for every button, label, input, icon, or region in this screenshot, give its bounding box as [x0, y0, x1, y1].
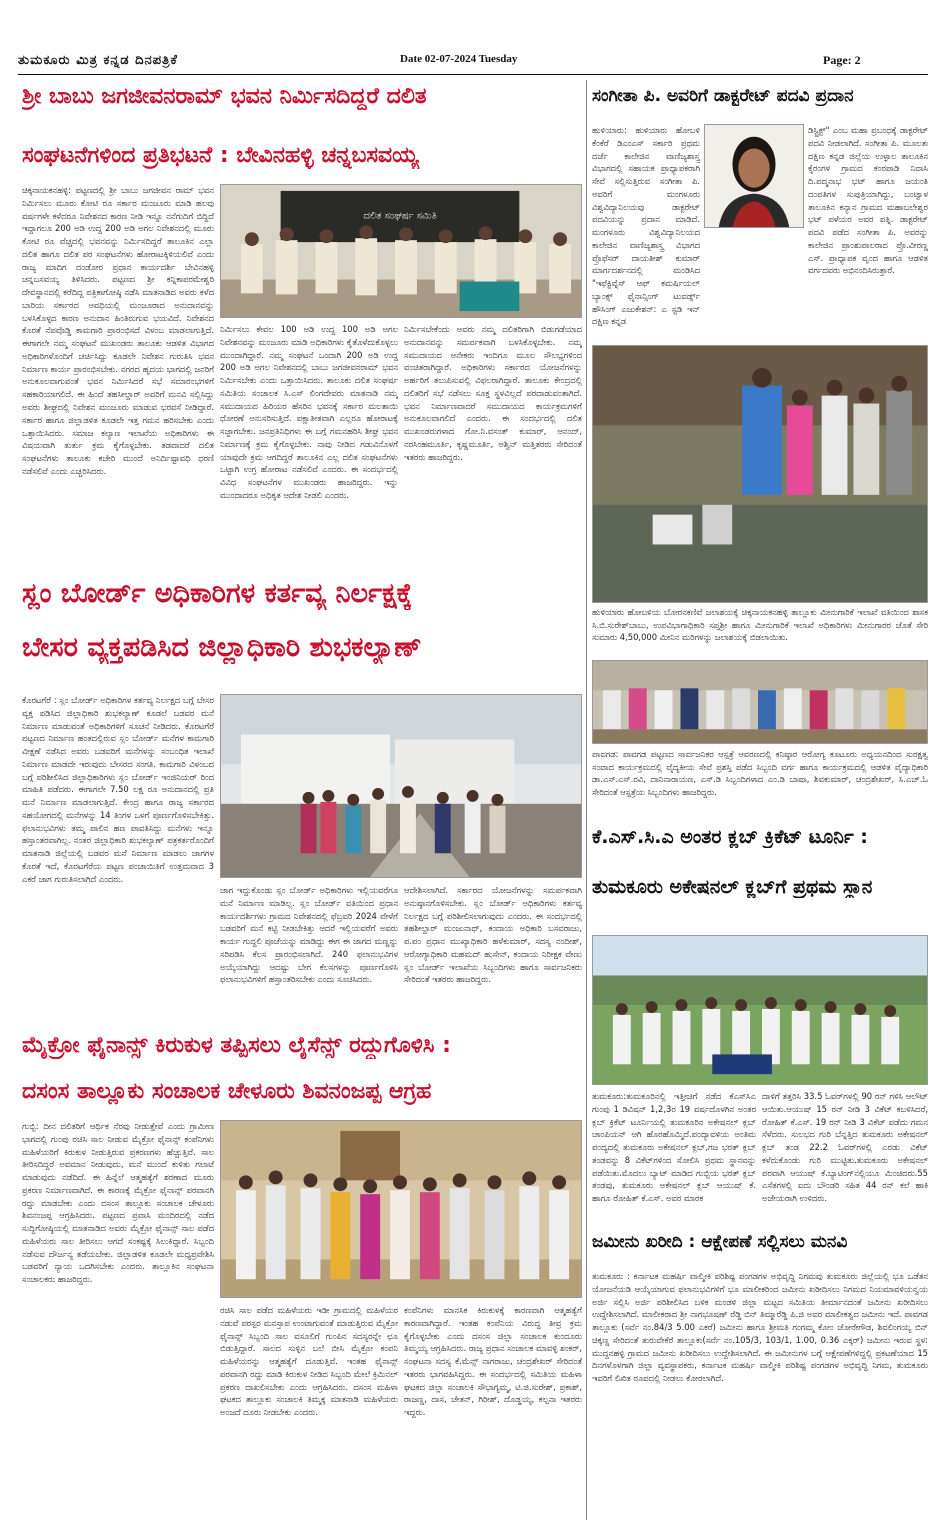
banner-text: ದಲಿತ ಸಂಘರ್ಷ ಸಮಿತಿ — [363, 210, 437, 222]
masthead — [18, 50, 928, 72]
newspaper-title: ತುಮಕೂರು ಮಿತ್ರ ಕನ್ನಡ ದಿನಪತ್ರಿಕೆ — [18, 53, 178, 68]
article-micro-col3: ಕಂಪೆನಿಗಳು ಮಾನಸಿಕ ಕಿರುಕುಳಕ್ಕೆ ಕಾರಣವಾಗಿ ಆತ್ಮಹತ್ಯೆಗೆ ಕಾರಣವಾಗಿದ್ದಾರೆ. ಇಂತಹ ಕಂಪೆನಿಯ ವಿರುದ್ಧ ತೀವ್ರ ಕ್ರಮ ಕೈಗೊಳ್ಳಬೇಕು ಎಂದು ದಸಂಸ ಜಿಲ್ಲಾ ಸಂಚಾಲಕ ಕುಂದೂರು ತಿಮ್ಮಯ್ಯ ಆಗ್ರಹಿಸಿದರು. ರಾಜ್ಯ ಪ್ರಧಾನ ಸಂಚಾಲಕ ಮಾವಳ್ಳಿ ಶಂಕರ್, ಸಂಘಟನಾ ಸದಸ್ಯ ಕೆ.ಮೆನ್ಸ್ ನಾಗರಾಜು, ಚಂದ್ರಶೇಖರ್ ಸೇರಿದಂತೆ ಇತರರು ಭಾಗವಹಿಸಿದ್ದರು. ಈ ಸಂದರ್ಭದಲ್ಲಿ ಸಮಿತಿಯ ಮಹಿಳಾ ಘಟಕದ ಜಿಲ್ಲಾ ಸಂಚಾಲಕಿ ಸೌಭಾಗ್ಯಮ್ಮ, ಟಿ.ಜಿ.ಸುರೇಶ್, ಪ್ರಕಾಶ್, ರಾಜಣ್ಣ, ದಾಸ, ಚೇತನ್, ಗಿರೀಶ್, ದೊಡ್ಡಯ್ಯ, ಕಲ್ಪನಾ ಇತರರು ಇದ್ದರು. — [404, 1305, 582, 1418]
column-divider — [586, 80, 587, 1520]
article-jagajeevanram-col3: ನಿರ್ಮಿಸಬೇಕೆಂದು ಅವರು ನಮ್ಮ ದಲಿತರಿಗಾಗಿ ಬಿಡುಗಡೆಯಾದ ಅನುದಾನವನ್ನು ಸಮರ್ಪಕವಾಗಿ ಬಳಸಿಕೊಳ್ಳಬೇಕು. ನಮ್ಮ ಸಮುದಾಯದ ಅನೇಕರು ಇಂದಿಗೂ ಮೂಲ ಸೌಲಭ್ಯಗಳಿಂದ ವಂಚಿತರಾಗಿದ್ದಾರೆ. ಅಧಿಕಾರಿಗಳು ಸರ್ಕಾರದ ಯೋಜನೆಗಳನ್ನು ಅರ್ಹರಿಗೆ ತಲುಪಿಸುವಲ್ಲಿ ವಿಫಲರಾಗಿದ್ದಾರೆ. ತಾಲೂಕು ಕೇಂದ್ರದಲ್ಲಿ ದಲಿತರಿಗೆ ಸಭೆ ನಡೆಸಲು ಸೂಕ್ತ ಸ್ಥಳವಿಲ್ಲದೆ ಪರದಾಡುವಂತಾಗಿದೆ. ಭವನ ನಿರ್ಮಾಣವಾದರೆ ಸಮುದಾಯದ ಕಾರ್ಯಕ್ರಮಗಳಿಗೆ ಅನುಕೂಲವಾಗಲಿದೆ ಎಂದರು. ಈ ಸಂದರ್ಭದಲ್ಲಿ ದಲಿತ ಮುಖಂಡರುಗಳಾದ ಗೋ.ನಿ.ವಸಂತ್ ಕುಮಾರ್, ಆನಂದ್, ನರಸಿಂಹಮೂರ್ತಿ, ಕೃಷ್ಣಮೂರ್ತಿ, ಅಶ್ವಿನ್ ಮತ್ತಿತರರು ಸೇರಿದಂತೆ ಇತರರು ಹಾಜರಿದ್ದರು. — [404, 324, 582, 462]
issue-date: Date 02-07-2024 Tuesday — [400, 53, 518, 65]
article-sangeetha-col2: ಡಿಸ್ಟ್ರಿಕ್ಟ್" ಎಂಬ ಮಹಾ ಪ್ರಬಂಧಕ್ಕೆ ಡಾಕ್ಟರೇಟ್ ಪದವಿ ನೀಡಲಾಗಿದೆ. ಸಂಗೀತಾ ಪಿ. ಮೂಲತಃ ದಕ್ಷಿಣ ಕನ್ನಡ ಜಿಲ್ಲೆಯ ಉಳ್ಳಾಲ ತಾಲೂಕಿನ ಕೈರಂಗಳ ಗ್ರಾಮದ ಕಂಠಪಾಡಿ ನಿವಾಸಿ ದಿ.ಪದ್ಮನಾಭ ಭಟ್ ಹಾಗೂ ಜಯಂತಿ ದಂಪತಿಗಳ ಸುಪುತ್ರಿಯಾಗಿದ್ದು, ಬಂಟ್ವಾಳ ತಾಲೂಕಿನ ಕನ್ಯಾನ ಗ್ರಾಮದ ಮಹಾಬಲೇಶ್ವರ ಭಟ್ ಪಳೆಯರ ಅವರ ಪತ್ನಿ. ಡಾಕ್ಟರೇಟ್ ಪದವಿ ಪಡೆದ ಸಂಗೀತಾ ಪಿ. ಅವರನ್ನು ಕಾಲೇಜಿನ ಪ್ರಾಂಶುಪಾಲರಾದ ಪ್ರೊ.ವೀರಣ್ಣ ಎಸ್. ಪ್ರಾಧ್ಯಾಪಕ ವೃಂದ ಹಾಗೂ ಆಡಳಿತ ವರ್ಗದವರು ಅಭಿನಂದಿಸಿರುತ್ತಾರೆ. — [808, 125, 928, 276]
page-number: Page: 2 — [823, 53, 861, 67]
headline-cricket-line2: ತುಮಕೂರು ಅಕೇಷನಲ್ ಕ್ಲಬ್‌ಗೆ ಪ್ರಥಮ ಸ್ಥಾನ — [592, 876, 873, 898]
article-jagajeevanram-col1: ಚಿಕ್ಕನಾಯಕನಹಳ್ಳಿ: ಪಟ್ಟಣದಲ್ಲಿ ಶ್ರೀ ಬಾಬು ಜಗಜೀವನ ರಾಮ್ ಭವನ ನಿರ್ಮಿಸಲು ಮೂರು ಕೋಟಿ ರೂ ಸರ್ಕಾರ ಮಂಜೂರು ಮಾಡಿ ಹಲವು ವರ್ಷಗಳೇ ಕಳೆದರೂ ನಿವೇಶನದ ಕಾರಣ ನೀಡಿ ಇನ್ನೂ ನನೆಗುದಿಗೆ ಬಿದ್ದಿದೆ ಇದ್ದಾಗಲೂ 200 ಅಡಿ ಉದ್ದ 200 ಅಡಿ ಅಗಲ ನಿವೇಶನದಲ್ಲಿ ಮೂರು ಕೋಟಿ ರೂ ವೆಚ್ಚದಲ್ಲಿ ಭವನವನ್ನು ನಿರ್ಮಿಸದಿದ್ದರೆ ತಾಲೂಕಿನ ಎಲ್ಲಾ ದಲಿತ ಹಾಗೂ ದಲಿತ ಪರ ಸಂಘಟನೆಗಳು ಹೋರಾಟಕ್ಕಿಳಿಯಲಿವೆ ಎಂದು ರಾಜ್ಯ ಮಾದಿಗ ದಂಡೋರ ಪ್ರಧಾನ ಕಾರ್ಯದರ್ಶಿ ಬೇವಿನಹಳ್ಳಿ ಚನ್ನಬಸವಯ್ಯ ತಿಳಿಸಿದರು. ಪಟ್ಟಣದ ಶ್ರೀ ಕನ್ನಿಕಾಪರಮೇಶ್ವರಿ ದೇವಸ್ಥಾನದಲ್ಲಿ ಕರೆದಿದ್ದ ಪತ್ರಿಕಾಗೋಷ್ಠಿ ನಡೆಸಿ ಮಾತನಾಡಿದ ಅವರು ಕಳೆದ ಬಾರಿಯ ಸರ್ಕಾರದ ಅವಧಿಯಲ್ಲಿ ಮಂಜೂರಾದ ಅನುದಾನವನ್ನು ಬಳಸಿಕೊಳ್ಳದ ಕಾರಣ ಅನುದಾನ ಹಿಂತಿರುಗುವ ಭಯವಿದೆ. ನಿವೇಶನದ ಕೊರತೆ ನೆಪವೊಡ್ಡಿ ಕಾಮಗಾರಿ ಪ್ರಾರಂಭಿಸದೆ ವಿಳಂಬ ಮಾಡಲಾಗುತ್ತಿದೆ. ಈಗಾಗಲೇ ನಮ್ಮ ಸಂಘಟನೆ ಮುಖಂಡರು ತಾಲೂಕು ಆಡಳಿತ ವಿಭಾಗದ ಅಧಿಕಾರಿಗಳೊಂದಿಗೆ ಚರ್ಚಿಸಿದ್ದು ಕೂಡಲೇ ನಿವೇಶನ ಗುರುತಿಸಿ ಭವನ ನಿರ್ಮಾಣ ಕಾರ್ಯ ಪ್ರಾರಂಭಿಸಬೇಕು. ನಗರದ ಹೃದಯ ಭಾಗದಲ್ಲಿ ಜನರಿಗೆ ಅನುಕೂಲವಾಗುವಂತೆ ಭವನ ನಿರ್ಮಿಸಿದರೆ ಸಭೆ ಸಮಾರಂಭಗಳಿಗೆ ಸಹಕಾರಿಯಾಗಲಿದೆ. ಈ ಹಿಂದೆ ತಹಸೀಲ್ದಾರ್ ಅವರಿಗೆ ಮನವಿ ಸಲ್ಲಿಸಿದ್ದು ಅವರು ಶೀಘ್ರದಲ್ಲಿ ನಿವೇಶನ ಮಂಜೂರು ಮಾಡುವ ಭರವಸೆ ನೀಡಿದ್ದಾರೆ. ಸರ್ಕಾರ ಹಾಗೂ ಜಿಲ್ಲಾಡಳಿತ ಕೂಡಲೇ ಇತ್ತ ಗಮನ ಹರಿಸಬೇಕು ಎಂದು ಒತ್ತಾಯಿಸಿದರು. ಸಮಾಜ ಕಲ್ಯಾಣ ಇಲಾಖೆಯ ಅಧಿಕಾರಿಗಳು ಈ ವಿಷಯವಾಗಿ ತುರ್ತು ಕ್ರಮ ಕೈಗೊಳ್ಳಬೇಕು. ತಡವಾದರೆ ದಲಿತ ಸಂಘಟನೆಗಳು ತಾಲೂಕು ಕಚೇರಿ ಮುಂದೆ ಅನಿರ್ದಿಷ್ಟಾವಧಿ ಧರಣಿ ನಡೆಸಲಿವೆ ಎಂದು ಎಚ್ಚರಿಸಿದರು. — [22, 185, 214, 476]
headline-slum-line1: ಸ್ಲಂ ಬೋರ್ಡ್ ಅಧಿಕಾರಿಗಳ ಕರ್ತವ್ಯ ನಿರ್ಲಕ್ಷಕ್ಕೆ — [22, 578, 413, 609]
photo-micro-finance — [220, 1120, 582, 1298]
article-slum-col1: ಕೊರಟಗೆರೆ : ಸ್ಲಂ ಬೋರ್ಡ್ ಅಧಿಕಾರಿಗಳ ಕರ್ತವ್ಯ ನಿರ್ಲಕ್ಷದ ಬಗ್ಗೆ ಬೇಸರ ವ್ಯಕ್ತ ಪಡಿಸಿದ ಜಿಲ್ಲಾಧಿಕಾರಿ ಶುಭಕಲ್ಯಾಣ್ ಕೂಡಲೆ ಬಡವರ ಮನೆ ನಿರ್ಮಾಣ ಮಾಡುವಂತೆ ಅಧಿಕಾರಿಗಳಿಗೆ ಸೂಚನೆ ನೀಡಿದರು. ಕೊರಟಗೆರೆ ಪಟ್ಟಣದ ನಿರ್ಮಾಣ ಹಂತದಲ್ಲಿರುವ ಸ್ಲಂ ಬೋರ್ಡ್ ಮನೆಗಳ ಕಾಮಗಾರಿ ವೀಕ್ಷಣೆ ನಡೆಸಿದ ಅವರು ಬಡವರಿಗೆ ಮನೆಗಳನ್ನು ಸಂಬಂಧಿತ ಇಲಾಖೆ ನಿರ್ಮಾಣ ಮಾಡದೇ ಇರುವುದು ಬೇಸರದ ಸಂಗತಿ. ಕಾಮಗಾರಿ ವಿಳಂಬದ ಬಗ್ಗೆ ಪರಿಶೀಲಿಸಿದ ಜಿಲ್ಲಾಧಿಕಾರಿಗಳು ಸ್ಲಂ ಬೋರ್ಡ್ ಇಂಜಿನಿಯರ್ ರಿಂದ ಮಾಹಿತಿ ಪಡೆದರು. ಈಗಾಗಲೇ 7.50 ಲಕ್ಷ ರೂ ಅನುದಾನದಲ್ಲಿ ಪ್ರತಿ ಮನೆ ನಿರ್ಮಾಣ ಮಾಡಲಾಗುತ್ತಿದೆ. ಕೇಂದ್ರ ಹಾಗೂ ರಾಜ್ಯ ಸರ್ಕಾರದ ಸಹಯೋಗದಲ್ಲಿ ಮನೆಗಳನ್ನು 14 ತಿಂಗಳ ಒಳಗೆ ಪೂರ್ಣಗೊಳಿಸಬೇಕಿತ್ತು. ಫಲಾನುಭವಿಗಳು ತಮ್ಮ ಪಾಲಿನ ಹಣ ಪಾವತಿಸಿದ್ದು ಮನೆಗಳು ಇನ್ನೂ ಹಸ್ತಾಂತರವಾಗಿಲ್ಲ. ನಂತರ ಜಿಲ್ಲಾಧಿಕಾರಿ ಶುಭಕಲ್ಯಾಣ್ ಪತ್ರಕರ್ತರೊಂದಿಗೆ ಮಾತನಾಡಿ ಜಿಲ್ಲೆಯಲ್ಲಿ ಬಡವರ ಮನೆ ನಿರ್ಮಾಣ ಮಾಡಲು ಜಾಗಗಳ ಕೊರತೆ ಇದೆ, ಕೊರಟಗೆರೆಯ ಪಟ್ಟಣ ಪಂಚಾಯಿತಿಗೆ ಉತ್ತಮವಾದ 3 ಎಕರೆ ಜಾಗ ಗುರುತಿಸಲಾಗಿದೆ ಎಂದರು. — [22, 695, 214, 884]
headline-jagajeevanram-line1: ಶ್ರೀ ಬಾಬು ಜಗಜೀವನರಾಮ್ ಭವನ ನಿರ್ಮಿಸದಿದ್ದರೆ ದಲಿತ — [22, 84, 427, 109]
article-micro-col1: ಗುಬ್ಬಿ: ದೀನ ದಲಿತರಿಗೆ ಆರ್ಥಿಕ ನೆರವು ನೀಡುತ್ತೇವೆ ಎಂದು ಗ್ರಾಮೀಣ ಭಾಗದಲ್ಲಿ ಗುಂಪು ರಚಿಸಿ ಸಾಲ ನೀಡುವ ಮೈಕ್ರೋ ಫೈನಾನ್ಸ್ ಕಂಪೆನಿಗಳು ಮಹಿಳೆಯರಿಗೆ ಕಿರುಕುಳ ನೀಡುತ್ತಿರುವ ಪ್ರಕರಣಗಳು ಹೆಚ್ಚುತ್ತಿವೆ. ಸಾಲ ತೀರಿಸದಿದ್ದರೆ ಅವಮಾನ ನೀಡುವುದು, ಮನೆ ಮುಂದೆ ಕುಳಿತು ಗಲಾಟೆ ಮಾಡುವುದು ನಡೆದಿದೆ. ಈ ಹಿನ್ನೆಲೆ ಆತ್ಮಹತ್ಯೆಗೆ ಶರಣಾದ ಮೂರು ಪ್ರಕರಣ ನಿರ್ಮಾಣವಾಗಿದೆ. ಈ ಕಾರಣಕ್ಕೆ ಮೈಕ್ರೋ ಫೈನಾನ್ಸ್ ಪರವಾನಗಿ ರದ್ದು ಮಾಡಬೇಕು ಎಂದು ದಸಂಸ ತಾಲ್ಲೂಕು ಸಂಚಾಲಕ ಚೇಳೂರು ಶಿವನಂಜಪ್ಪ ಆಗ್ರಹಿಸಿದರು. ಪಟ್ಟಣದ ಪ್ರವಾಸಿ ಮಂದಿರದಲ್ಲಿ ನಡೆದ ಸುದ್ದಿಗೋಷ್ಠಿಯಲ್ಲಿ ಮಾತನಾಡಿದ ಅವರು ಮೈಕ್ರೋ ಫೈನಾನ್ಸ್ ಸಾಲ ಪಡೆದ ಮಹಿಳೆಯರು ಸಾಲ ತೀರಿಸಲು ಆಗದೆ ಸಂಕಷ್ಟಕ್ಕೆ ಸಿಲುಕಿದ್ದಾರೆ. ಸಿಬ್ಬಂದಿ ನಡೆಸುವ ದೌರ್ಜನ್ಯ ತಡೆಯಬೇಕು. ಜಿಲ್ಲಾಡಳಿತ ಕೂಡಲೇ ಮಧ್ಯಪ್ರವೇಶಿಸಿ ಬಡವರಿಗೆ ನ್ಯಾಯ ಒದಗಿಸಬೇಕು ಎಂದರು. ತಾಲ್ಲೂಕಿನ ಸಂಘಟನಾ ಸಂಚಾಲಕರು ಹಾಜರಿದ್ದರು. — [22, 1121, 214, 1285]
masthead-rule — [18, 74, 928, 75]
caption-hospital-event: ಪಾವಗಡ: ಪಾವಗಡ ಪಟ್ಟಣದ ಸಾರ್ವಜನಿಕರ ಆಸ್ಪತ್ರೆ ಆವರಣದಲ್ಲಿ ಕನಿಷ್ಠಾರ ಆರೋಗ್ಯ ಕೂಟೂರು ಅಧ್ಯಯನದಿಂದ ಸುರಕ್ಷತ್ವ ಸಂವಾದ ಕಾರ್ಯಕ್ರಮದಲ್ಲಿ ವೈದ್ಯಕೀಯ ಸೇವೆ ಪ್ರಶಸ್ತಿ ಪಡೆದ ಸಿಬ್ಬಂದಿ ವರ್ಗ ಹಾಗೂ ಕಾರ್ಯಕ್ರಮದಲ್ಲಿ ಆಡಳಿತ ವೈದ್ಯಾಧಿಕಾರಿ ಡಾ.ಎಸ್.ಎಸ್.ರವಿ, ದಾನಿನಾರಾಯಣ, ಎಸ್.ಡಿ ಸಿಬ್ಬಂದಿಗಳಾದ ಎಂ.ಡಿ ಬಾಷಾ, ಶಿವಕುಮಾರ್, ಚಂದ್ರಶೇಖರ್, ಸಿ.ಎಚ್.ಓ ಸೇರಿದಂತೆ ಆಸ್ಪತ್ರೆಯ ಸಿಬ್ಬಂದಿಗಳು ಹಾಜರಿದ್ದರು. — [592, 749, 928, 797]
photo-cricket-team — [592, 935, 928, 1085]
article-cricket-col1: ತುಮಕೂರು:ತುಮಕೂರಿನಲ್ಲಿ ಇತ್ತೀಚಿಗೆ ನಡೆದ ಕೆಎಸ್‌ಸಿಎ ಗುಂಪು 1 ಡಿವಿಷನ್ 1,2,3ರ 19 ವರ್ಷದೊಳಗಿನ ಅಂತರ ಕ್ಲಬ್ ಕ್ರಿಕೆಟ್ ಟೂರ್ನಿಯಲ್ಲಿ ತುಮಕೂರಿನ ಅಕೇಷನಲ್ ಕ್ಲಬ್ ಚಾಂಪಿಯನ್ ಆಗಿ ಹೊರಹೊಮ್ಮಿದೆ.ಪಂದ್ಯಾವಳಿಯ ಅಂತಿಮ ಪಂದ್ಯದಲ್ಲಿ ತುಮಕೂರು ಅಕೇಷನಲ್ ಕ್ಲಬ್,ಗಜ ಭರತ್ ಕ್ಲಬ್ ತಂಡವನ್ನು 8 ವಿಕೆಟ್‌ಗಳಿಂದ ಸೋಲಿಸಿ ಪ್ರಥಮ ಸ್ಥಾನವನ್ನು ಪಡೆಯಿತು.ಮೊದಲು ಬ್ಯಾಟ್ ಮಾಡಿದ ಗುಬ್ಬಿಯ ಭರತ್ ಕ್ಲಬ್ ತಂಡವು, ತುಮಕೂರು ಅಕೇಷನಲ್ ಕ್ಲಬ್ ಆಯುಷ್ ಕೆ. ಹಾಗೂ ರೋಹಿತ್ ಕೆ.ಎಸ್. ಅವರ ಮಾರಕ — [592, 1091, 756, 1204]
headline-slum-line2: ಬೇಸರ ವ್ಯಕ್ತಪಡಿಸಿದ ಜಿಲ್ಲಾಧಿಕಾರಿ ಶುಭಕಲ್ಯಾಣ್ — [22, 632, 422, 663]
headline-micro-line1: ಮೈಕ್ರೋ ಫೈನಾನ್ಸ್ ಕಿರುಕುಳ ತಪ್ಪಿಸಲು ಲೈಸೆನ್ಸ್ ರದ್ದುಗೊಳಿಸಿ : — [22, 1033, 451, 1058]
article-land-body: ತುಮಕೂರು : ಕರ್ನಾಟಕ ಮಹರ್ಷಿ ವಾಲ್ಮೀಕಿ ಪರಿಶಿಷ್ಟ ಪಂಗಡಗಳ ಅಭಿವೃದ್ಧಿ ನಿಗಮವು ತುಮಕೂರು ಜಿಲ್ಲೆಯಲ್ಲಿ ಭೂ ಒಡೆತನ ಯೋಜನೆಯಡಿ ಆಯ್ಕೆಯಾಗುವ ಫಲಾನುಭವಿಗಳಿಗೆ ಭೂ ಮಾಲೀಕರಿಂದ ಜಮೀನು ಖರೀದಿಸಲು ನಿಗಮದ ನಿಯಮಾವಳಿಯನ್ವಯ ಅರ್ಜಿ ಸಲ್ಲಿಸಿ ಅರ್ಜಿ ಪರಿಶೀಲಿಸಿದ ಬಳಿಕ ಮಂಡಳಿ ಜಿಲ್ಲಾ ಮಟ್ಟದ ಸಮಿತಿಯ ತೀರ್ಮಾನದಂತೆ ಜಮೀನು ಖರೀದಿಸಲು ಉದ್ದೇಶಿಸಲಾಗಿದೆ. ಮಾಲೀಕರಾದ ಶ್ರೀ ನಾಗಭೂಷಣ್ ರೆಡ್ಡಿ ಬಿನ್ ತಿಮ್ಮಾರೆಡ್ಡಿ ಪಿ.ಜಿ ಅವರ ಮಾಲೀಕತ್ವದ ಜಮೀನು ಇದೆ. ಪಾವಗಡ ತಾಲ್ಲೂಕು (ಸರ್ವೆ ನಂ.84/3 5.00 ಎಕರೆ) ಜಮೀನು ಹಾಗೂ ಶ್ರೀಮತಿ ಗಂಗಮ್ಮ ಕೋಂ ಚೋರೇಗೌಡ, ಶಿವಲಿಂಗಯ್ಯ ಬಿನ್ ಚಿಕ್ಕಣ್ಣ ಸೇರಿದಂತೆ ತುರುವೇಕೆರೆ ತಾಲ್ಲೂಕು(ಸರ್ವೆ ನಂ.105/3, 103/1, 1.00, 0.36 ಎಕ್ಕರ್) ಜಮೀನು ಇರುವ ಸ್ಥಳ: ಮುದ್ದನಹಳ್ಳಿ ಗ್ರಾಮದ ಜಮೀನು ಖರೀದಿಸಲು ಉದ್ದೇಶಿಸಲಾಗಿದೆ. ಈ ಜಮೀನುಗಳ ಬಗ್ಗೆ ಆಕ್ಷೇಪಣೆಗಳಿದ್ದಲ್ಲಿ ಪ್ರಕಟಣೆಯಾದ 15 ದಿನಗಳೊಳಗಾಗಿ ಜಿಲ್ಲಾ ವ್ಯವಸ್ಥಾಪಕರು, ಕರ್ನಾಟಕ ಮಹರ್ಷಿ ವಾಲ್ಮೀಕಿ ಪರಿಶಿಷ್ಟ ಪಂಗಡಗಳ ಅಭಿವೃದ್ಧಿ ನಿಗಮ, ತುಮಕೂರು ಇವರಿಗೆ ಲಿಖಿತ ರೂಪದಲ್ಲಿ ನೀಡಲು ಕೋರಲಾಗಿದೆ. — [592, 1271, 928, 1384]
article-micro-col2: ರಚಿಸಿ ಸಾಲ ಪಡೆದ ಮಹಿಳೆಯರು ಇಡೀ ಗ್ರಾಮದಲ್ಲಿ ಮಹಿಳೆಯರ ನಡುವೆ ಪರಸ್ಪರ ಮನಸ್ತಾಪ ಉಂಟಾಗುವಂತೆ ಮಾಡುತ್ತಿರುವ ಮೈಕ್ರೋ ಫೈನಾನ್ಸ್ ಸಿಬ್ಬಂದಿ ಸಾಲ ವಸೂಲಿಗೆ ಗುಂಪಿನ ಸದಸ್ಯರನ್ನೇ ಛೂ ಬಿಡುತ್ತಿದ್ದಾರೆ. ಸಾಲದ ಸುಳ್ಳಿನ ಬಲೆ ಬೀಸಿ ಮೈಕ್ರೋ ಕಂಪನಿ ಮಹಿಳೆಯರನ್ನು ಆತ್ಮಹತ್ಯೆಗೆ ದೂಡುತ್ತಿವೆ. ಇಂತಹ ಫೈನಾನ್ಸ್ ಪರವಾನಗಿ ರದ್ದು ಮಾಡಿ ಕಿರುಕುಳ ನೀಡಿದ ಸಿಬ್ಬಂದಿ ಮೇಲೆ ಕ್ರಿಮಿನಲ್ ಪ್ರಕರಣ ದಾಖಲಿಸಬೇಕು ಎಂದು ಆಗ್ರಹಿಸಿದರು. ದಸಂಸ ಮಹಿಳಾ ಘಟಕದ ತಾಲ್ಲೂಕು ಸಂಚಾಲಕಿ ತಿಮ್ಮಕ್ಕ ಮಾತನಾಡಿ ಮಹಿಳೆಯರು ಅಂಜದೆ ದೂರು ನೀಡಬೇಕು ಎಂದರು. — [220, 1305, 398, 1418]
article-cricket-col2: ದಾಳಿಗೆ ತತ್ತರಿಸಿ 33.5 ಓವರ್‌ಗಳಲ್ಲಿ 90 ರನ್ ಗಳಿಸಿ ಆಲೌಟ್ ಆಯಿತು.ಆಯುಷ್ 15 ರನ್ ನೀಡಿ 3 ವಿಕೆಟ್ ಕಬಳಿಸಿದರೆ, ರೋಹಿತ್ ಕೆ.ಎಸ್. 19 ರನ್ ನೀಡಿ 3 ವಿಕೆಟ್ ಪಡೆದು ಗಮನ ಸೆಳೆದರು. ಸುಲಭದ ಗುರಿ ಬೆನ್ನತ್ತಿದ ತುಮಕೂರು ಅಕೇಷನಲ್ ಕ್ಲಬ್ ತಂಡ 22.2 ಓವರ್‌ಗಳಲ್ಲಿ ಎರಡು ವಿಕೆಟ್ ಕಳೆದುಕೊಂಡು ಗುರಿ ಮುಟ್ಟಿತು.ತುಮಕೂರು ಅಕೇಷನಲ್ ಪರವಾಗಿ ಆಯುಷ್ ಕೆ.ಬ್ಯಾಟಿಂಗ್‌ನಲ್ಲಿಯೂ ಮಿಂಚಿದರು.55 ಎಸೆತಗಳಲ್ಲಿ ಐದು ಬೌಂಡರಿ ಸಹಿತ 44 ರನ್ ಕಲೆ ಹಾಕಿ ಅಜೇಯರಾಗಿ ಉಳಿದರು. — [762, 1091, 928, 1204]
caption-fish-release: ಹುಳಿಯಾರು ಹೋಬಳಿಯ ಬೋರನಕಣಿವೆ ಜಲಾಶಯಕ್ಕೆ ಚಿಕ್ಕನಾಯಕನಹಳ್ಳಿ ತಾಲ್ಲೂಕು ಮೀನುಗಾರಿಕೆ ಇಲಾಖೆ ವತಿಯಿಂದ ಶಾಸಕ ಸಿ.ಬಿ.ಸುರೇಶ್‌ಬಾಬು, ಉಪವಿಭಾಗಾಧಿಕಾರಿ ಸಪ್ತಶ್ರೀ ಹಾಗೂ ಮೀನುಗಾರಿಕೆ ಇಲಾಖೆ ಅಧಿಕಾರಿಗಳು ಮೀನುಗಾರರ ಜೊತೆ ಸೇರಿ ಸುಮಾರು 4,50,000 ಮೀನಿನ ಮರಿಗಳನ್ನು ಜಲಾಶಯಕ್ಕೆ ಬಿಡಲಾಯಿತು. — [592, 607, 928, 643]
photo-slum-inspection — [220, 694, 582, 878]
portrait-sangeetha — [704, 124, 804, 228]
headline-cricket-line1: ಕೆ.ಎಸ್.ಸಿ.ಎ ಅಂತರ ಕ್ಲಬ್ ಕ್ರಿಕೆಟ್ ಟೂರ್ನಿ : — [592, 826, 868, 848]
photo-hospital-event — [592, 660, 928, 744]
headline-micro-line2: ದಸಂಸ ತಾಲ್ಲೂಕು ಸಂಚಾಲಕ ಚೇಳೂರು ಶಿವನಂಜಪ್ಪ ಆಗ್ರಹ — [22, 1079, 432, 1104]
article-slum-col2: ಜಾಗ ಇದ್ದುಕೊಂಡು ಸ್ಲಂ ಬೋರ್ಡ್ ಅಧಿಕಾರಿಗಳು ಇಲ್ಲಿಯವರೆಗೂ ಮನೆ ನಿರ್ಮಾಣ ಮಾಡಿಲ್ಲ. ಸ್ಲಂ ಬೋರ್ಡ್ ವತಿಯಿಂದ ಪ್ರಧಾನ ಕಾರ್ಯದರ್ಶಿಗಳು ಗ್ರಾಮದ ನಿವೇಶನದಲ್ಲಿ ಫೆಬ್ರವರಿ 2024 ವೇಳೆಗೆ ಬಡವರಿಗೆ ಮನೆ ಕಟ್ಟಿ ನೀಡಬೇಕಿತ್ತು ಆದರೆ ಇಲ್ಲಿಯವರೆಗೆ ಅವರು ಕಾರ್ಯ ಗುದ್ದಲಿ ಪೂಜೆಯನ್ನು ಮಾಡಿದ್ದು ಈಗ ಈ ಜಾಗದ ಮಣ್ಣನ್ನು ಸರಿಪಡಿಸಿ ಕೆಲಸ ಪ್ರಾರಂಭಿಸಲಾಗಿದೆ. 240 ಫಲಾನುಭವಿಗಳ ಅಯ್ಕೆಯಾಗಿದ್ದು ಆದಷ್ಟು ಬೇಗ ಕೆಲಸಗಳನ್ನು ಪೂರ್ಣಗೊಳಿಸಿ ಫಲಾನುಭವಿಗಳಿಗೆ ಹಸ್ತಾಂತರಿಸಬೇಕು ಎಂದು ಸೂಚಿಸಿದರು. — [220, 885, 398, 985]
photo-fish-release — [592, 345, 928, 603]
article-slum-col3: ಆದೇಶಿಸಲಾಗಿದೆ. ಸರ್ಕಾರದ ಯೋಜನೆಗಳನ್ನು ಸಮರ್ಪಕವಾಗಿ ಅನುಷ್ಠಾನಗೊಳಿಸಬೇಕು. ಸ್ಲಂ ಬೋರ್ಡ್ ಅಧಿಕಾರಿಗಳು ಕರ್ತವ್ಯ ನಿರ್ಲಕ್ಷದ ಬಗ್ಗೆ ಪರಿಶೀಲಿಸಲಾಗುವುದು ಎಂದರು. ಈ ಸಂದರ್ಭದಲ್ಲಿ ತಹಶೀಲ್ದಾರ್ ಮಂಜುನಾಥ್, ಕಂದಾಯ ಅಧಿಕಾರಿ ಬಸವರಾಜು, ಪ.ಪಂ ಪ್ರಧಾನ ಮುಖ್ಯಾಧಿಕಾರಿ ಹಳೆಕುಮಾರ್, ಸದಸ್ಯ ನಂದೀಶ್, ಆರೋಗ್ಯಾಧಿಕಾರಿ ಮಹಮದ್ ಹುಸೇನ್, ಕಂದಾಯ ನಿರೀಕ್ಷಕ ವೇಣು ಸ್ಲಂ ಬೋರ್ಡ್ ಇಲಾಖೆಯ ಸಿಬ್ಬಂದಿಗಳು ಹಾಗೂ ಸಾರ್ವಜನಿಕರು ಸೇರಿದಂತೆ ಇತರರು ಹಾಜರಿದ್ದರು. — [404, 885, 582, 985]
headline-jagajeevanram-line2: ಸಂಘಟನೆಗಳಿಂದ ಪ್ರತಿಭಟನೆ : ಬೇವಿನಹಳ್ಳಿ ಚನ್ನಬಸವಯ್ಯ — [22, 143, 419, 168]
article-jagajeevanram-col2: ನಿರ್ಮಿಸಲು ಕೇವಲ 100 ಅಡಿ ಉದ್ದ 100 ಅಡಿ ಅಗಲ ನಿವೇಶನವನ್ನು ಮಂಜೂರು ಮಾಡಿ ಅಧಿಕಾರಿಗಳು ಕೈತೊಳೆದುಕೊಳ್ಳಲು ಮುಂದಾಗಿದ್ದಾರೆ. ನಮ್ಮ ಸಂಘಟನೆ ಒಂದಾಗಿ 200 ಅಡಿ ಉದ್ದ 200 ಅಡಿ ಅಗಲ ನಿವೇಶನದಲ್ಲಿ ಬಾಬು ಜಗಜೀವನರಾಮ್ ಭವನ ನಿರ್ಮಿಸಬೇಕು ಎಂದು ಒತ್ತಾಯಿಸಿದರು. ತಾಲೂಕು ದಲಿತ ಸಂಘರ್ಷ ಸಮಿತಿಯ ಸಂಚಾಲಕ ಸಿ.ಎಸ್ ಲಿಂಗದೇವರು ಮಾತನಾಡಿ ನಮ್ಮ ಸಮುದಾಯದ ಹಿರಿಯರ ಹೆಸರಿನ ಭವನಕ್ಕೆ ಸರ್ಕಾರ ಮಲತಾಯಿ ಧೋರಣೆ ಅನುಸರಿಸುತ್ತಿದೆ. ಪಕ್ಷಾತೀತವಾಗಿ ಎಲ್ಲರೂ ಹೋರಾಟಕ್ಕೆ ಸಜ್ಜಾಗಬೇಕು. ಜನಪ್ರತಿನಿಧಿಗಳು ಈ ಬಗ್ಗೆ ಗಮನಹರಿಸಿ ಶೀಘ್ರ ಭವನ ನಿರ್ಮಾಣಕ್ಕೆ ಕ್ರಮ ಕೈಗೊಳ್ಳಬೇಕು. ನಾವು ನೀಡಿದ ಗಡುವಿನೊಳಗೆ ಯಾವುದೇ ಕ್ರಮ ಆಗದಿದ್ದರೆ ತಾಲೂಕಿನ ಎಲ್ಲ ದಲಿತ ಸಂಘಟನೆಗಳು ಒಟ್ಟಾಗಿ ಉಗ್ರ ಹೋರಾಟ ನಡೆಸಲಿವೆ ಎಂದರು. ಈ ಸಂದರ್ಭದಲ್ಲಿ ವಿವಿಧ ಸಂಘಟನೆಗಳ ಮುಖಂಡರು ಹಾಜರಿದ್ದರು. ಇನ್ನು ಮುಂದಾದರೂ ಅಧಿಕೃತ ಆದೇಶ ನೀಡಲಿ ಎಂದರು. — [220, 324, 398, 500]
headline-sangeetha: ಸಂಗೀತಾ ಪಿ. ಅವರಿಗೆ ಡಾಕ್ಟರೇಟ್ ಪದವಿ ಪ್ರದಾನ — [592, 86, 854, 106]
headline-land: ಜಮೀನು ಖರೀದಿ : ಆಕ್ಷೇಪಣೆ ಸಲ್ಲಿಸಲು ಮನವಿ — [592, 1232, 848, 1252]
article-sangeetha-col1: ಹುಳಿಯಾರು: ಹುಳಿಯಾರು ಹೋಬಳಿ ಕೆಂಕೆರೆ ಡಿಎಂಎಸ್ ಸರ್ಕಾರಿ ಪ್ರಥಮ ದರ್ಜೆ ಕಾಲೇಜಿನ ವಾಣಿಜ್ಯಶಾಸ್ತ್ರ ವಿಭಾಗದಲ್ಲಿ ಸಹಾಯಕ ಪ್ರಾಧ್ಯಾಪಕರಾಗಿ ಸೇವೆ ಸಲ್ಲಿಸುತ್ತಿರುವ ಸಂಗೀತಾ ಪಿ. ಅವರಿಗೆ ಮಂಗಳೂರು ವಿಶ್ವವಿದ್ಯಾನಿಲಯವು ಡಾಕ್ಟರೇಟ್ ಪದವಿಯನ್ನು ಪ್ರದಾನ ಮಾಡಿದೆ. ಮಂಗಳೂರು ವಿಶ್ವವಿದ್ಯಾನಿಲಯದ ಕಾಲೇಜಿನ ವಾಣಿಜ್ಯಶಾಸ್ತ್ರ ವಿಭಾಗದ ಪ್ರೊಫೆಸರ್ ದಾಯತೀಶ್ ಕುಮಾರ್ ಮಾರ್ಗದರ್ಶನದಲ್ಲಿ ಮಂಡಿಸಿದ "ಇಫೆಕ್ಟಿವ್ನೆಸ್ ಆಫ್ ಕಮರ್ಷಿಯಲ್ ಬ್ಯಾಂಕ್ಸ್ ಫೈನಾನ್ಸಿಂಗ್ ಟುವರ್ಡ್ಸ್ ಹೌಸಿಂಗ್ ಎಜುಕೇಶನ್: ಎ ಸ್ಟಡಿ ಇನ್ ದಕ್ಷಿಣ ಕನ್ನಡ — [592, 125, 700, 327]
photo-press-meet — [220, 184, 582, 318]
